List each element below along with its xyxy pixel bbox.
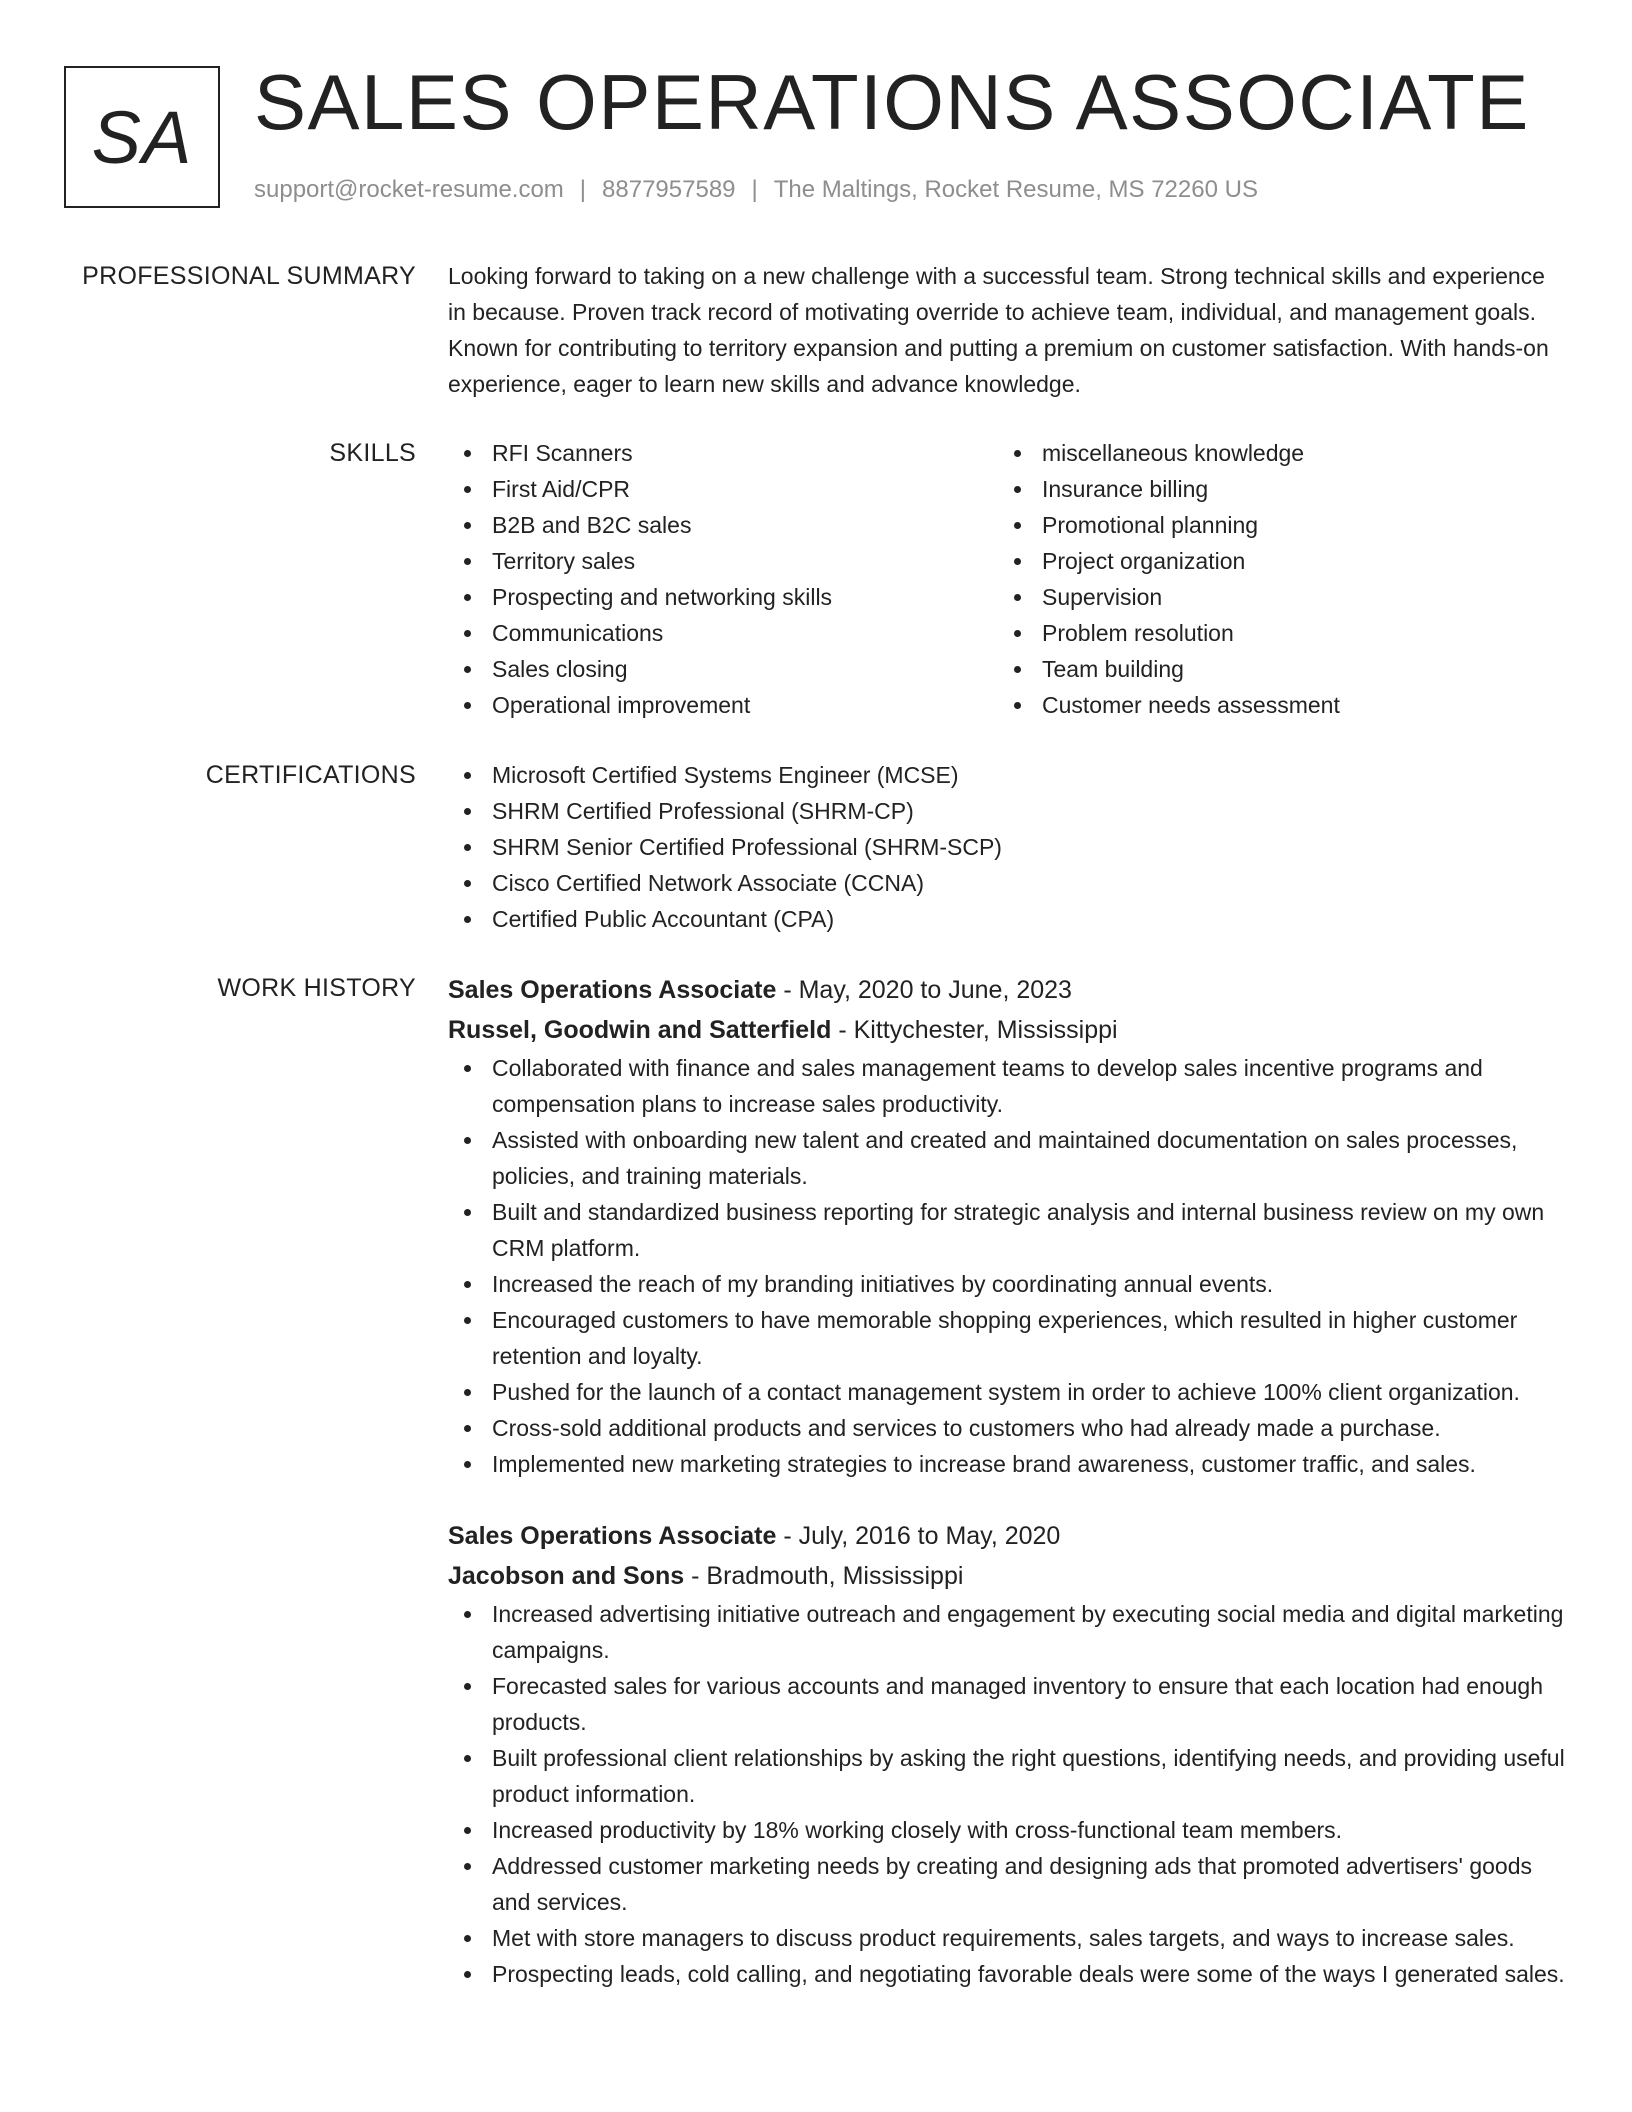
candidate-name: SALES OPERATIONS ASSOCIATE [254, 58, 1530, 146]
certification-item: SHRM Certified Professional (SHRM-CP) [448, 793, 1568, 829]
skill-item: Prospecting and networking skills [448, 579, 998, 615]
job-bullet: Increased the reach of my branding initiatives by coordinating annual events. [448, 1266, 1568, 1302]
job-bullet: Encouraged customers to have memorable shopping experiences, which resulted in higher customer retention and loyalty. [448, 1302, 1568, 1374]
job-bullet: Prospecting leads, cold calling, and negotiating favorable deals were some of the ways I generated sales. [448, 1956, 1568, 1992]
job-company: Jacobson and Sons [448, 1562, 685, 1590]
job-entry [448, 970, 1568, 1482]
job-bullets [448, 1596, 1568, 1992]
work-history-body [448, 970, 1568, 1992]
summary-heading: PROFESSIONAL SUMMARY [82, 262, 416, 290]
job-dates: - July, 2016 to May, 2020 [776, 1522, 1061, 1550]
job-bullet: Cross-sold additional products and services to customers who had already made a purchase. [448, 1410, 1568, 1446]
job-dates: - May, 2020 to June, 2023 [776, 976, 1072, 1004]
contact-email[interactable]: support@rocket-resume.com [254, 176, 564, 203]
certification-item: SHRM Senior Certified Professional (SHRM-SCP) [448, 829, 1568, 865]
skill-item: Sales closing [448, 651, 998, 687]
certifications-body [448, 757, 1568, 937]
job-bullet: Met with store managers to discuss product requirements, sales targets, and ways to increase sales. [448, 1920, 1568, 1956]
job-company-line [448, 1010, 1568, 1050]
skill-item: B2B and B2C sales [448, 507, 998, 543]
job-bullet: Increased advertising initiative outreach and engagement by executing social media and digital marketing campaigns. [448, 1596, 1568, 1668]
contact-phone[interactable]: 8877957589 [602, 176, 736, 203]
job-bullet: Addressed customer marketing needs by creating and designing ads that promoted advertisers' goods and services. [448, 1848, 1568, 1920]
certification-item: Certified Public Accountant (CPA) [448, 901, 1568, 937]
summary-text: Looking forward to taking on a new challenge with a successful team. Strong technical skills and experience in because. Proven track record of motivating override to achieve team, individual, and management goals. Known for contributing to territory expansion and putting a premium on customer satisfaction. With hands-on experience, eager to learn new skills and advance knowledge. [448, 263, 1549, 397]
skills-body [448, 435, 1568, 723]
skill-item: Insurance billing [998, 471, 1548, 507]
skill-item: RFI Scanners [448, 435, 998, 471]
job-entry [448, 1516, 1568, 1992]
job-company-line [448, 1556, 1568, 1596]
contact-address: The Maltings, Rocket Resume, MS 72260 US [773, 176, 1258, 203]
skill-item: Supervision [998, 579, 1548, 615]
monogram-text: SA [91, 95, 193, 179]
certification-item: Cisco Certified Network Associate (CCNA) [448, 865, 1568, 901]
job-title-line [448, 1516, 1568, 1556]
job-bullet: Forecasted sales for various accounts and managed inventory to ensure that each location had enough products. [448, 1668, 1568, 1740]
monogram-logo [64, 66, 220, 208]
skills-list-left [448, 435, 998, 723]
skill-item: Problem resolution [998, 615, 1548, 651]
job-bullet: Pushed for the launch of a contact management system in order to achieve 100% client organization. [448, 1374, 1568, 1410]
contact-line [254, 172, 1258, 208]
skills-heading: SKILLS [329, 439, 416, 467]
job-bullet: Increased productivity by 18% working closely with cross-functional team members. [448, 1812, 1568, 1848]
skill-item: miscellaneous knowledge [998, 435, 1548, 471]
certifications-list [448, 757, 1568, 937]
job-bullet: Built professional client relationships by asking the right questions, identifying needs, and providing useful product information. [448, 1740, 1568, 1812]
skill-item: Customer needs assessment [998, 687, 1548, 723]
skills-list-right [998, 435, 1548, 723]
job-bullet: Implemented new marketing strategies to increase brand awareness, customer traffic, and sales. [448, 1446, 1568, 1482]
job-bullet: Collaborated with finance and sales management teams to develop sales incentive programs and compensation plans to increase sales productivity. [448, 1050, 1568, 1122]
job-location: - Kittychester, Mississippi [831, 1016, 1118, 1044]
certifications-heading: CERTIFICATIONS [205, 761, 416, 789]
job-bullet: Assisted with onboarding new talent and created and maintained documentation on sales processes, policies, and training materials. [448, 1122, 1568, 1194]
skill-item: Operational improvement [448, 687, 998, 723]
skill-item: Communications [448, 615, 998, 651]
skill-item: Team building [998, 651, 1548, 687]
job-title: Sales Operations Associate [448, 1522, 777, 1550]
job-title: Sales Operations Associate [448, 976, 777, 1004]
job-location: - Bradmouth, Mississippi [684, 1562, 964, 1590]
skill-item: Project organization [998, 543, 1548, 579]
certification-item: Microsoft Certified Systems Engineer (MCSE) [448, 757, 1568, 793]
job-bullet: Built and standardized business reporting for strategic analysis and internal business review on my own CRM platform. [448, 1194, 1568, 1266]
contact-separator: | [579, 176, 587, 203]
job-company: Russel, Goodwin and Satterfield [448, 1016, 832, 1044]
skill-item: Territory sales [448, 543, 998, 579]
contact-separator: | [751, 176, 758, 203]
job-bullets [448, 1050, 1568, 1482]
skill-item: First Aid/CPR [448, 471, 998, 507]
summary-body [448, 258, 1568, 402]
skill-item: Promotional planning [998, 507, 1548, 543]
job-title-line [448, 970, 1568, 1010]
work-history-heading: WORK HISTORY [217, 974, 416, 1002]
